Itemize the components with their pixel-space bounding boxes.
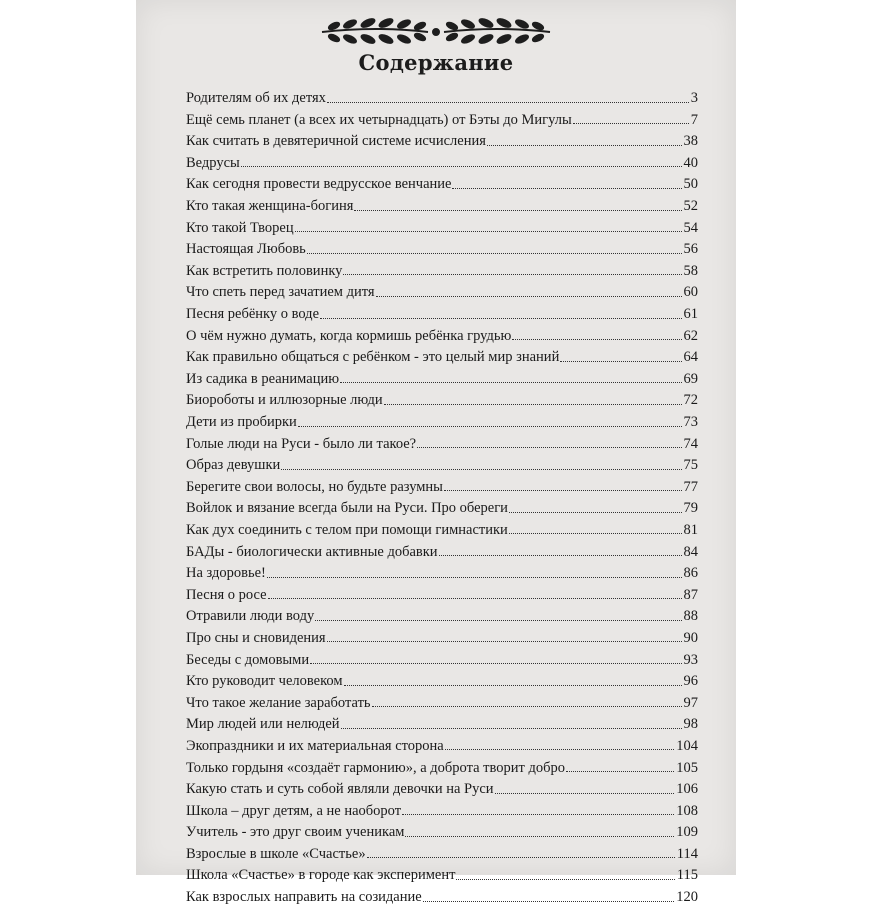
toc-entry-page-number: 115: [676, 867, 698, 884]
toc-entry-title: Как дух соединить с телом при помощи гимнастики: [186, 521, 508, 538]
dot-leader: [384, 404, 682, 405]
toc-entry-title: Экопраздники и их материальная сторона: [186, 737, 444, 754]
toc-entry-page-number: 79: [683, 500, 698, 517]
dot-leader: [445, 749, 675, 750]
toc-entry: [186, 237, 698, 259]
toc-entry-title: О чём нужно думать, когда кормишь ребёнка грудью: [186, 327, 512, 344]
toc-entry-page-number: 75: [683, 457, 698, 474]
toc-entry-page-number: 69: [683, 370, 698, 387]
toc-entry: [186, 496, 698, 518]
dot-leader: [267, 577, 682, 578]
toc-entry: [186, 108, 698, 130]
toc-entry: [186, 367, 698, 389]
toc-entry: [186, 626, 698, 648]
toc-entry: [186, 259, 698, 281]
dot-leader: [456, 879, 674, 880]
toc-entry-page-number: 87: [683, 586, 698, 603]
toc-entry-page-number: 38: [683, 133, 698, 150]
toc-entry: [186, 755, 698, 777]
toc-entry-title: Кто руководит человеком: [186, 673, 343, 690]
toc-entry-page-number: 74: [683, 435, 698, 452]
dot-leader: [566, 771, 674, 772]
book-page: [136, 0, 736, 906]
toc-entry-page-number: 7: [690, 111, 698, 128]
dot-leader: [341, 728, 682, 729]
toc-entry-page-number: 73: [683, 414, 698, 430]
dot-leader: [402, 814, 674, 815]
toc-entry-page-number: 93: [683, 651, 698, 668]
toc-entry-page-number: 86: [683, 565, 698, 582]
toc-entry-page-number: 90: [683, 629, 698, 646]
toc-entry-title: Войлок и вязание всегда были на Руси. Про обереги: [186, 500, 508, 517]
toc-entry-page-number: 114: [676, 845, 698, 862]
dot-leader: [495, 793, 675, 794]
toc-entry: [186, 86, 698, 108]
toc-entry-title: Мир людей или нелюдей: [186, 716, 340, 733]
dot-leader: [327, 641, 682, 642]
toc-entry-title: Какую стать и суть собой являли девочки на Руси: [186, 781, 494, 798]
toc-entry-page-number: 77: [683, 478, 698, 495]
toc-entry: [186, 583, 698, 605]
dot-leader: [354, 210, 681, 211]
toc-entry: [186, 172, 698, 194]
toc-entry-title: Образ девушки: [186, 457, 281, 474]
toc-entry-page-number: 108: [676, 802, 698, 819]
dot-leader: [310, 663, 681, 664]
toc-entry-page-number: 109: [676, 824, 698, 841]
toc-entry-page-number: 72: [683, 392, 698, 409]
toc-entry: [186, 820, 698, 842]
dot-leader: [295, 231, 682, 232]
toc-entry-title: Как встретить половинку: [186, 262, 343, 279]
toc-entry-page-number: 120: [676, 889, 698, 906]
dot-leader: [573, 123, 689, 124]
toc-entry: [186, 432, 698, 454]
dot-leader: [344, 685, 682, 686]
dot-leader: [268, 598, 682, 599]
toc-entry: [186, 475, 698, 497]
toc-entry-title: Кто такой Творец: [186, 219, 294, 236]
dot-leader: [315, 620, 681, 621]
toc-entry: [186, 734, 698, 756]
toc-entry: [186, 151, 698, 173]
toc-entry-title: Про сны и сновидения: [186, 629, 326, 646]
toc-entry-title: Взрослые в школе «Счастье»: [186, 845, 366, 862]
toc-entry-title: Что такое желание заработать: [186, 694, 371, 711]
toc-entry: [186, 324, 698, 346]
toc-entry-title: Из садика в реанимацию: [186, 370, 340, 387]
toc-entry-page-number: 60: [683, 284, 698, 301]
toc-entry: [186, 194, 698, 216]
toc-entry-title: Голые люди на Руси - было ли такое?: [186, 435, 417, 452]
toc-entry-title: Песня ребёнку о воде: [186, 306, 319, 323]
toc-entry: [186, 842, 698, 864]
toc-entry-page-number: 97: [683, 694, 698, 711]
toc-entry: [186, 799, 698, 821]
toc-entry: [186, 518, 698, 540]
toc-entry: [186, 280, 698, 302]
toc-entry: [186, 216, 698, 238]
dot-leader: [452, 188, 681, 189]
dot-leader: [281, 469, 681, 470]
toc-entry-page-number: 40: [683, 154, 698, 171]
toc-entry-page-number: 104: [676, 737, 698, 754]
toc-entry-page-number: 50: [683, 176, 698, 193]
toc-entry-page-number: 84: [683, 543, 698, 560]
dot-leader: [423, 901, 675, 902]
toc-entry-page-number: 96: [683, 673, 698, 690]
dot-leader: [298, 426, 682, 427]
toc-entry: [186, 345, 698, 367]
toc-entry-page-number: 56: [683, 241, 698, 258]
toc-entry-title: Дети из пробирки: [186, 414, 297, 430]
toc-entry: [186, 885, 698, 907]
page-title: Содержание: [358, 50, 514, 75]
toc-entry-page-number: 58: [683, 262, 698, 279]
dot-leader: [439, 555, 682, 556]
toc-entry: [186, 691, 698, 713]
toc-entry: [186, 453, 698, 475]
toc-entry: [186, 863, 698, 885]
toc-entry-title: Беседы с домовыми: [186, 651, 310, 668]
toc-entry-page-number: 54: [683, 219, 698, 236]
toc-entry-title: Настоящая Любовь: [186, 241, 306, 258]
dot-leader: [372, 706, 682, 707]
dot-leader: [512, 339, 681, 340]
toc-entry-title: Кто такая женщина-богиня: [186, 198, 354, 215]
toc-entry-title: Как считать в девятеричной системе исчисления: [186, 133, 486, 150]
toc-entry-title: Школа «Счастье» в городе как эксперимент: [186, 867, 456, 884]
toc-entry-page-number: 81: [683, 521, 698, 538]
dot-leader: [560, 361, 681, 362]
toc-entry-page-number: 98: [683, 716, 698, 733]
dot-leader: [367, 857, 675, 858]
toc-entry-page-number: 106: [676, 781, 698, 798]
toc-entry-title: На здоровье!: [186, 565, 266, 582]
toc-entry-page-number: 62: [683, 327, 698, 344]
dot-leader: [343, 274, 681, 275]
table-of-contents: [186, 86, 698, 907]
toc-entry-page-number: 3: [690, 90, 698, 107]
toc-entry-title: Только гордыня «создаёт гармонию», а доброта творит добро: [186, 759, 565, 776]
toc-entry-title: БАДы - биологически активные добавки: [186, 543, 438, 560]
toc-entry-title: Как правильно общаться с ребёнком - это целый мир знаний: [186, 349, 560, 366]
toc-entry-title: Песня о росе: [186, 586, 267, 603]
toc-entry-page-number: 88: [683, 608, 698, 625]
dot-leader: [320, 318, 682, 319]
dot-leader: [376, 296, 682, 297]
toc-entry-title: Учитель - это друг своим ученикам: [186, 824, 405, 841]
toc-entry: [186, 539, 698, 561]
toc-entry-title: Отравили люди воду: [186, 608, 315, 625]
laurel-ornament-icon: [316, 14, 556, 48]
dot-leader: [405, 836, 674, 837]
toc-entry: [186, 604, 698, 626]
dot-leader: [444, 490, 682, 491]
toc-entry: [186, 777, 698, 799]
toc-entry-title: Биороботы и иллюзорные люди: [186, 392, 383, 409]
dot-leader: [417, 447, 681, 448]
dot-leader: [509, 533, 682, 534]
toc-entry: [186, 712, 698, 734]
toc-entry-title: Ещё семь планет (а всех их четырнадцать) от Бэты до Мигулы: [186, 111, 572, 128]
toc-entry: [186, 410, 698, 432]
toc-entry: [186, 302, 698, 324]
toc-entry-page-number: 52: [683, 198, 698, 215]
toc-entry-title: Родителям об их детях: [186, 90, 326, 107]
toc-entry-title: Что спеть перед зачатием дитя: [186, 284, 375, 301]
toc-entry: [186, 647, 698, 669]
toc-entry: [186, 129, 698, 151]
dot-leader: [509, 512, 682, 513]
toc-entry-title: Школа – друг детям, а не наоборот: [186, 802, 402, 819]
toc-entry: [186, 388, 698, 410]
toc-entry-title: Ведрусы: [186, 154, 240, 171]
dot-leader: [241, 166, 682, 167]
toc-entry-page-number: 64: [683, 349, 698, 366]
toc-entry-page-number: 105: [676, 759, 698, 776]
dot-leader: [487, 145, 682, 146]
dot-leader: [327, 102, 689, 103]
toc-entry-title: Берегите свои волосы, но будьте разумны: [186, 478, 443, 495]
dot-leader: [340, 382, 681, 383]
toc-entry: [186, 561, 698, 583]
toc-entry-title: Как взрослых направить на созидание: [186, 889, 422, 906]
toc-entry-page-number: 61: [683, 306, 698, 323]
toc-entry-title: Как сегодня провести ведрусское венчание: [186, 176, 452, 193]
dot-leader: [307, 253, 682, 254]
toc-entry: [186, 669, 698, 691]
